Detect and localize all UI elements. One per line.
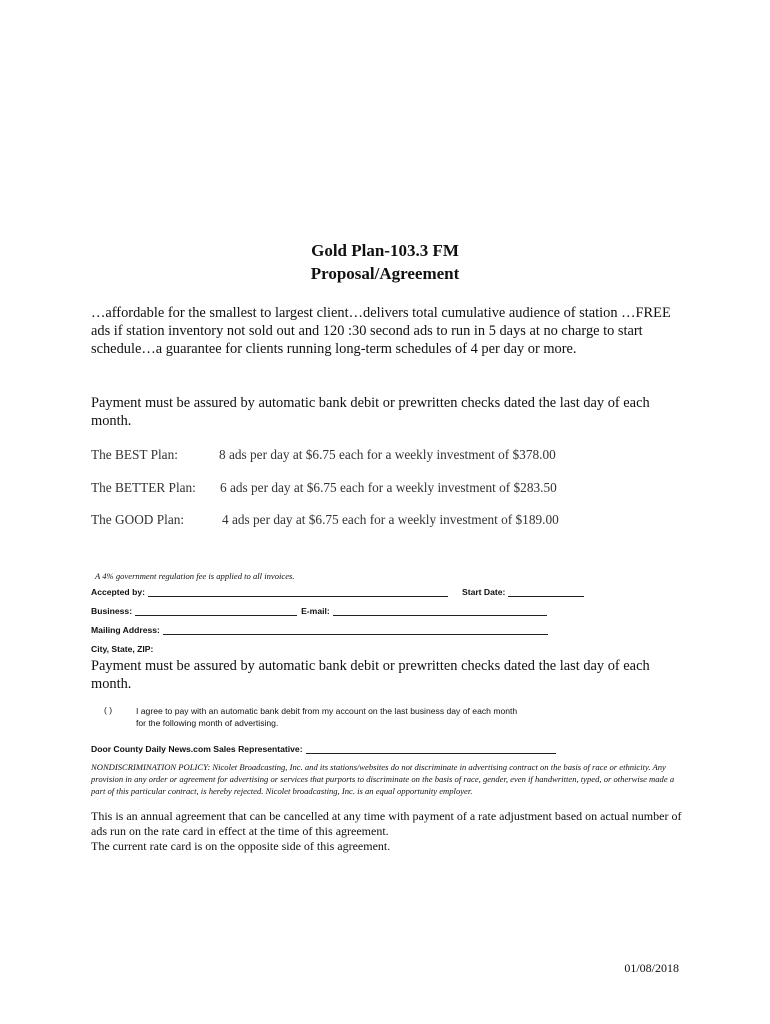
document-date: 01/08/2018: [624, 961, 679, 975]
agree-line-2: for the following month of advertising.: [136, 718, 279, 728]
start-date-field[interactable]: [508, 588, 584, 597]
payment-note-2: Payment must be assured by automatic bank debit or prewritten checks dated the last day of each month.: [91, 658, 650, 692]
payment-note: Payment must be assured by automatic bank debit or prewritten checks dated the last day of each month.: [91, 395, 650, 429]
accepted-by-label: Accepted by:: [91, 587, 145, 597]
mailing-address-label: Mailing Address:: [91, 625, 160, 635]
plan-description: 6 ads per day at $6.75 each for a weekly investment of $283.50: [220, 480, 557, 495]
sales-rep-label: Door County Daily News.com Sales Representative:: [91, 744, 303, 754]
accepted-by-row: [91, 587, 584, 597]
city-state-zip-row: [91, 644, 153, 654]
fee-note: A 4% government regulation fee is applied to all invoices.: [95, 571, 295, 581]
accepted-by-field[interactable]: [148, 588, 448, 597]
nondiscrimination-policy: NONDISCRIMINATION POLICY: Nicolet Broadcasting, Inc. and its stations/websites do not discriminate in advertising contract on the basis of race or ethnicity. Any provision in any order or agreement for advertising or services that purports to discriminate on the basis of race, gender, even if handwritten, typed, or otherwise made a part of this particular contract, is hereby rejected. Nicolet broadcasting, Inc. is an equal opportunity employer.: [91, 762, 675, 796]
mailing-address-row: [91, 625, 548, 635]
email-label: E-mail:: [301, 606, 330, 616]
rate-card-note: The current rate card is on the opposite side of this agreement.: [91, 839, 391, 853]
email-field[interactable]: [333, 607, 547, 616]
agree-text: [136, 705, 576, 729]
document-title: Gold Plan-103.3 FM: [311, 241, 459, 260]
start-date-label: Start Date:: [461, 587, 506, 597]
business-field[interactable]: [135, 607, 297, 616]
plan-name: The BEST Plan:: [91, 447, 178, 462]
agree-line-1: I agree to pay with an automatic bank debit from my account on the last business day of each month: [136, 706, 518, 716]
document-subtitle: Proposal/Agreement: [310, 264, 460, 283]
business-label: Business:: [91, 606, 133, 616]
plan-description: 4 ads per day at $6.75 each for a weekly investment of $189.00: [222, 512, 559, 527]
intro-paragraph: …affordable for the smallest to largest client…delivers total cumulative audience of station …FREE ads if station inventory not sold out and 120 :30 second ads to run in 5 days at no charge to start schedule…a guarantee for clients running long-term schedules of 4 per day or more.: [91, 305, 671, 357]
sales-rep-field[interactable]: [306, 745, 556, 754]
sales-rep-row: [91, 744, 556, 754]
mailing-address-field[interactable]: [163, 626, 548, 635]
plan-name: The GOOD Plan:: [91, 512, 185, 527]
agree-checkbox[interactable]: ( ): [104, 705, 113, 715]
plan-name: The BETTER Plan:: [91, 480, 196, 495]
city-state-zip-label: City, State, ZIP:: [91, 644, 154, 654]
business-row: [91, 606, 547, 616]
annual-agreement: This is an annual agreement that can be cancelled at any time with payment of a rate adjustment based on actual number of ads run on the rate card in effect at the time of this agreement.: [91, 809, 682, 838]
plan-description: 8 ads per day at $6.75 each for a weekly investment of $378.00: [219, 447, 556, 462]
